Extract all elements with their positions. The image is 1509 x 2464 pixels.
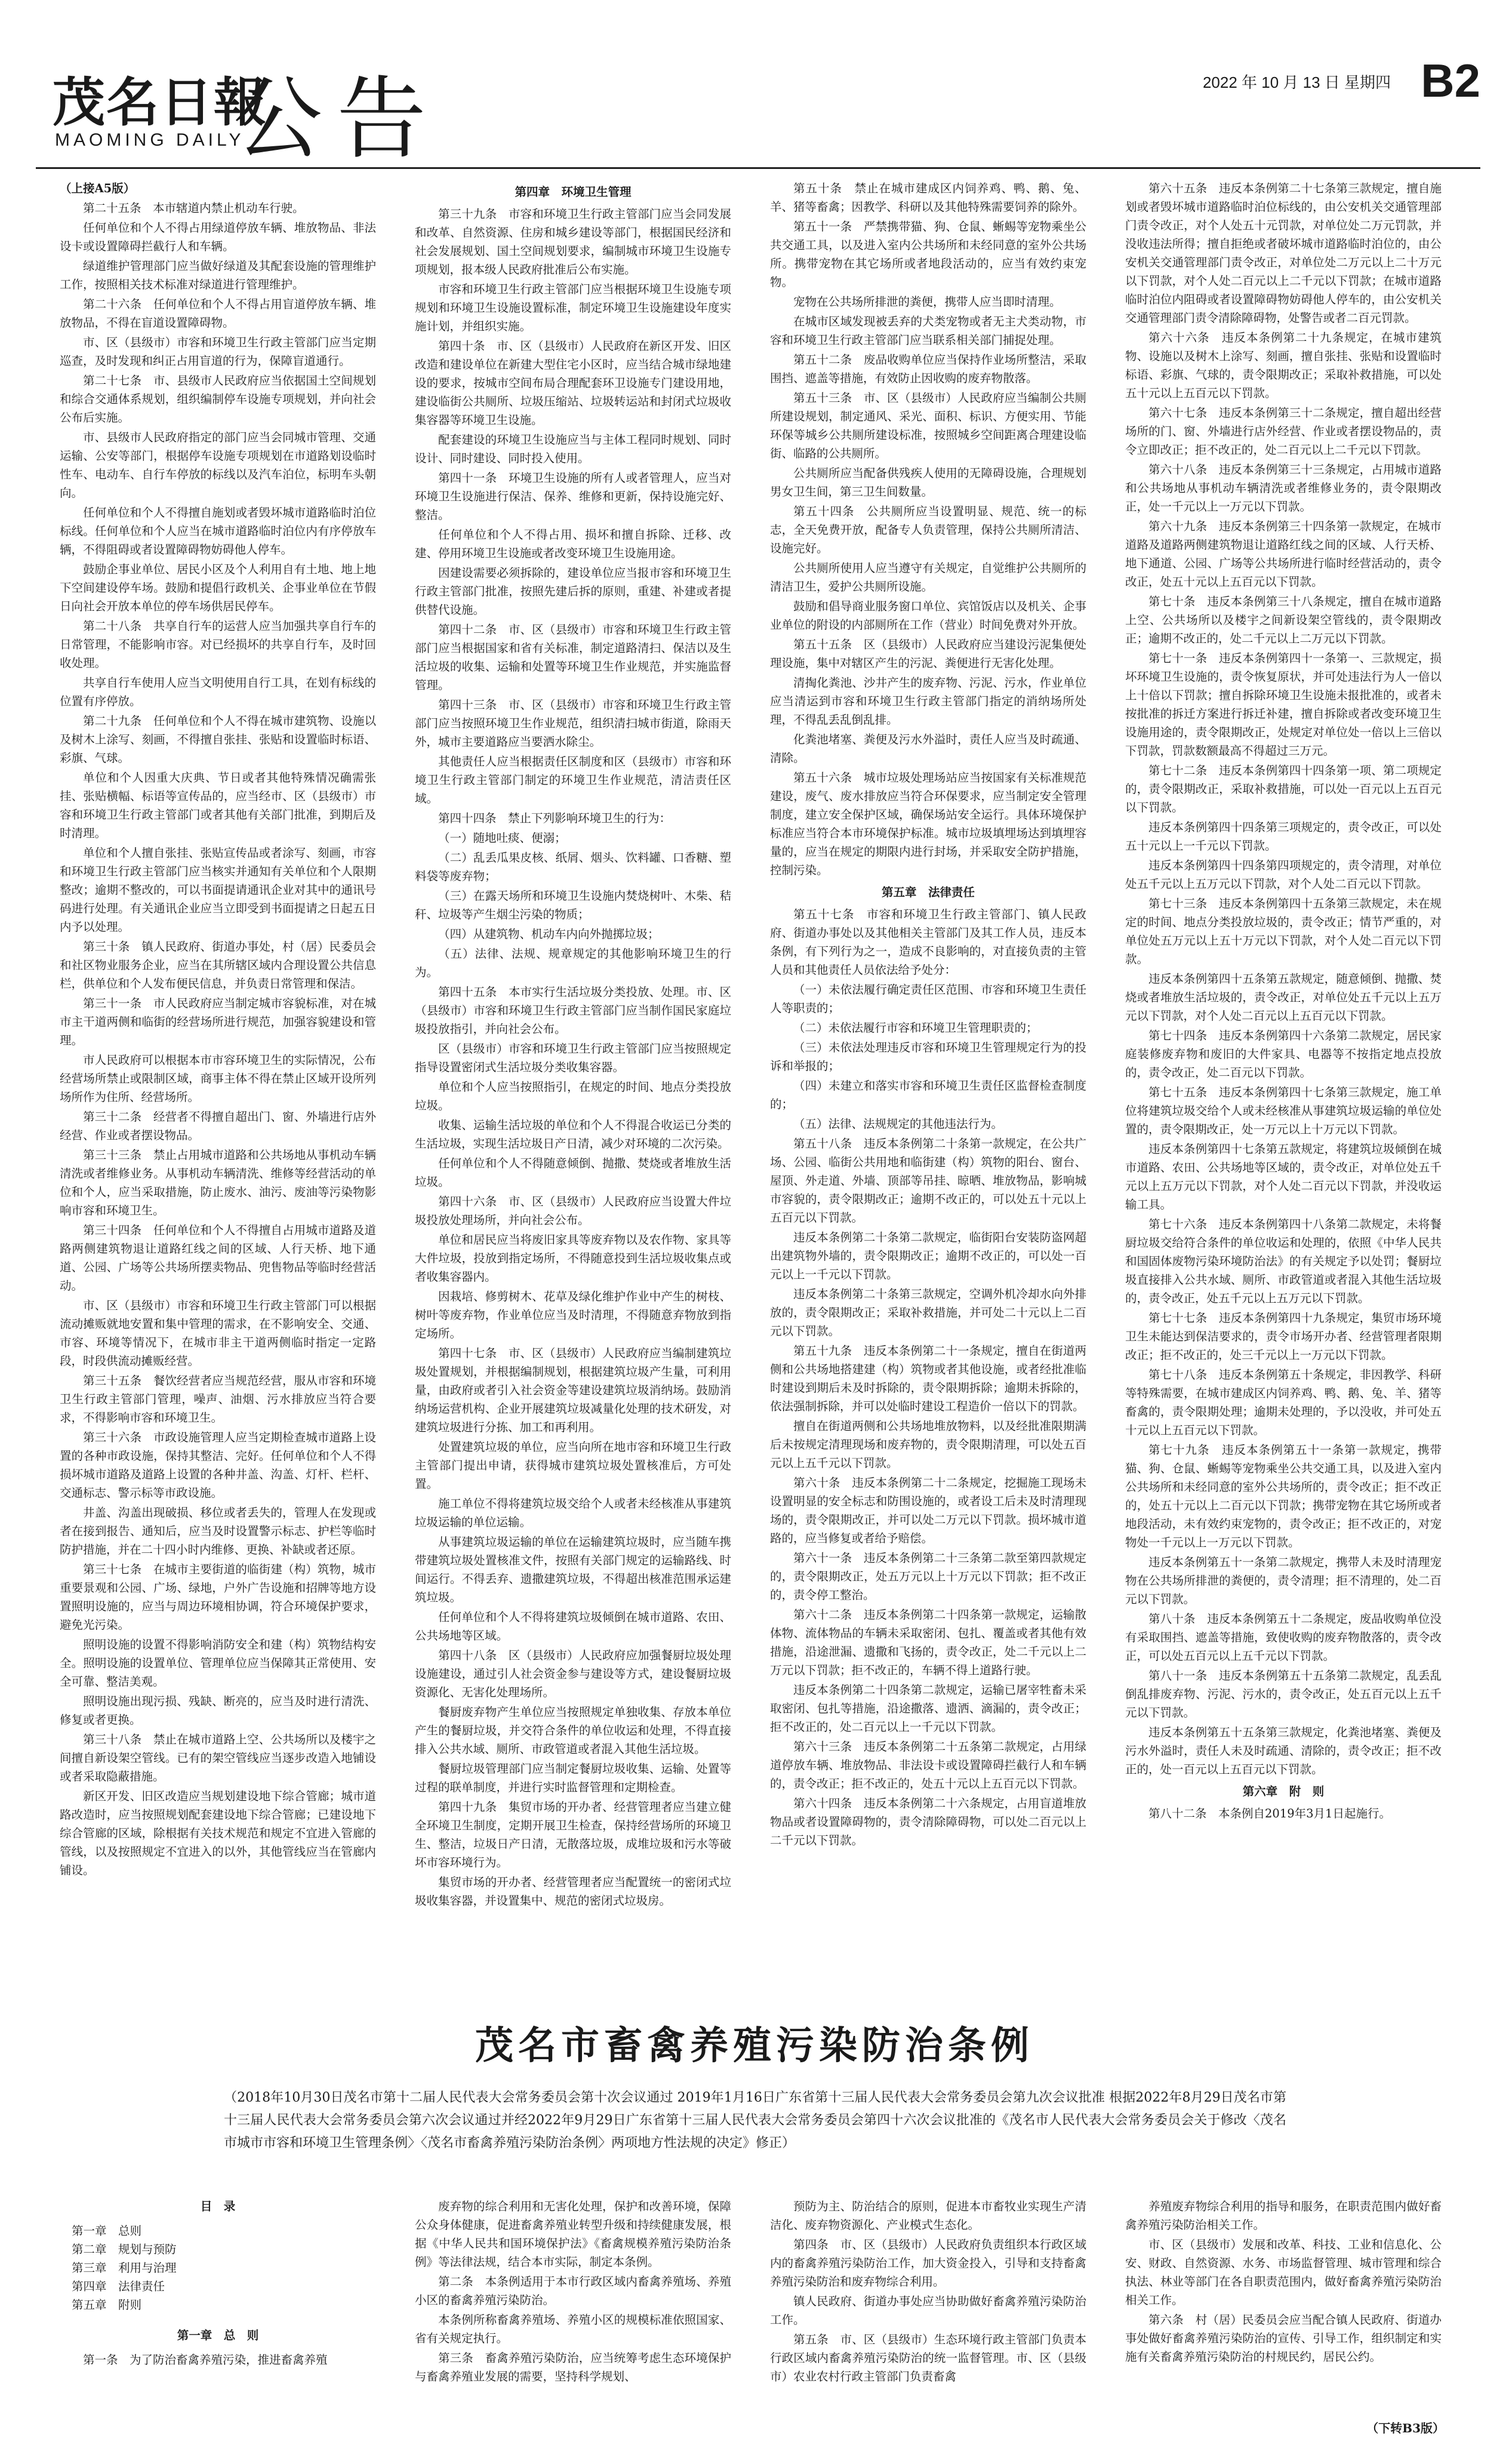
article-paragraph: 第五十四条 公共厕所应当设置明显、规范、统一的标志，全天免费开放，配备专人负责管理，保持公共厕所清洁、设施完好。 bbox=[770, 505, 1086, 555]
article-paragraph: （二）乱丢瓜果皮核、纸屑、烟头、饮料罐、口香糖、塑料袋等废弃物； bbox=[415, 851, 731, 883]
article-paragraph: 照明设施的设置不得影响消防安全和建（构）筑物结构安全。照明设施的设置单位、管理单位应当保障其正常使用、安全可靠、整洁美观。 bbox=[60, 1638, 376, 1688]
article-paragraph: 第五十五条 区（县级市）人民政府应当建设污泥集便处理设施，集中对辖区产生的污泥、粪便进行无害化处理。 bbox=[770, 638, 1086, 670]
article-paragraph: 第四十条 市、区（县级市）人民政府在新区开发、旧区改造和建设单位在新建大型住宅小区时，应当结合城市绿地建设的要求，按城市空间布局合理配套环卫设施专门建设用地，建设临街公共厕所、垃圾压缩站、垃圾转运站和封闭式垃圾收集容器等环境卫生设施。 bbox=[415, 339, 731, 427]
article-paragraph: 收集、运输生活垃圾的单位和个人不得混合收运已分类的生活垃圾，实现生活垃圾日产日清，减少对环境的二次污染。 bbox=[415, 1118, 731, 1151]
toc-item: 第一章 总则 bbox=[72, 2224, 142, 2238]
article-paragraph: 违反本条例第五十一条第二款规定，携带人未及时清理宠物在公共场所排泄的粪便的，责令清理；拒不清理的，处二百元以下罚款。 bbox=[1125, 1555, 1442, 1606]
article-paragraph: 违反本条例第四十四条第四项规定的，责令清理，对单位处五千元以上五万元以下罚款，对个人处二百元以下罚款。 bbox=[1125, 859, 1442, 891]
continued-note: （下转B3版） bbox=[1366, 2421, 1445, 2435]
article-paragraph: 第七十八条 违反本条例第五十条规定，非因教学、科研等特殊需要，在城市建成区内饲养鸡、鸭、鹅、兔、羊、猪等畜禽的，责令限期处理；逾期未处理的，予以没收，并可处五十元以上五百元以下罚款。 bbox=[1125, 1368, 1442, 1437]
article-paragraph: 从事建筑垃圾运输的单位在运输建筑垃圾时，应当随车携带建筑垃圾处置核准文件，按照有关部门规定的运输路线、时间运行。不得丢弃、遗撒建筑垃圾，不得超出核准范围承运建筑垃圾。 bbox=[415, 1535, 731, 1604]
article-paragraph: 第四十七条 市、区（县级市）人民政府应当编制建筑垃圾处置规划，并根据编制规划，根据建筑垃圾产生量，可利用量，由政府或者引入社会资金等建设建筑垃圾消纳场。鼓励消纳场运营机构、企业开展建筑垃圾减量化处理的技术研发，对建筑垃圾进行分拣、加工和再利用。 bbox=[415, 1346, 731, 1434]
article-paragraph: 市、县级市人民政府指定的部门应当会同城市管理、交通运输、公安等部门，根据停车设施专项规划在市道路划设临时性车、电动车、自行车停放的标线以及汽车泊位，标明车头朝向。 bbox=[60, 430, 376, 500]
article-paragraph: 第二十九条 任何单位和个人不得在城市建筑物、设施以及树木上涂写、刻画，不得擅自张挂、张贴和设置临时标语、彩旗、气球。 bbox=[60, 714, 376, 765]
article-paragraph: 公共厕所使用人应当遵守有关规定，自觉维护公共厕所的清洁卫生，爱护公共厕所设施。 bbox=[770, 561, 1086, 593]
article-column-3 bbox=[770, 179, 1086, 2000]
article-paragraph: 因栽培、修剪树木、花草及绿化维护作业中产生的树枝、树叶等废弃物，作业单位应当及时清理，不得随意弃物放到指定场所。 bbox=[415, 1290, 731, 1340]
article-paragraph: 化粪池堵塞、粪便及污水外溢时，责任人应当及时疏通、清除。 bbox=[770, 733, 1086, 765]
article-paragraph: 第七十九条 违反本条例第五十一条第一款规定，携带猫、狗、仓鼠、蜥蜴等宠物乘坐公共交通工具，以及进入室内公共场所和未经同意的室外公共场所的，责令改正；拒不改正的，处五十元以上二百元以下罚款；携带宠物在其它场所或者地段活动，未有效约束宠物的，责令改正；拒不改正的，对宠物处一千元以上一万元以下罚款。 bbox=[1125, 1443, 1442, 1549]
page-number: B2 bbox=[1421, 54, 1480, 107]
article-paragraph: 第六十八条 违反本条例第三十三条规定，占用城市道路和公共场地从事机动车辆清洗或者维修业务的，责令限期改正，处一千元以上一万元以下罚款。 bbox=[1125, 463, 1442, 513]
article-paragraph: 第一条 为了防治畜禽养殖污染，推进畜禽养殖 bbox=[83, 2353, 328, 2367]
law-adoption-note: （2018年10月30日茂名市第十二届人民代表大会常务委员会第十次会议通过 2019年1月16日广东省第十三届人民代表大会常务委员会第九次会议批准 根据2022年8月29日茂名市第十三届人民代表大会常务委员会第六次会议通过并经2022年9月29日广东省第十三届人民代表大会常务委员会第四十六次会议批准的《茂名市人民代表大会常务委员会关于修改〈茂名市城市市容和环境卫生管理条例〉〈茂名市畜禽养殖污染防治条例〉两项地方性法规的决定》修正） bbox=[224, 2090, 1286, 2151]
article-paragraph: 任何单位和个人不得将建筑垃圾倾倒在城市道路、农田、公共场地等区域。 bbox=[415, 1610, 731, 1642]
article-paragraph: （四）未建立和落实市容和环境卫生责任区监督检查制度的； bbox=[770, 1079, 1086, 1111]
article-paragraph: 公共厕所应当配备供残疾人使用的无障碍设施，合理规划男女卫生间，第三卫生间数量。 bbox=[770, 466, 1086, 499]
article-paragraph: 第七十七条 违反本条例第四十九条规定，集贸市场环境卫生未能达到保洁要求的，责令市场开办者、经营管理者限期改正；拒不改正的，处三千元以上一万元以下罚款。 bbox=[1125, 1311, 1442, 1362]
article-paragraph: 第二十六条 任何单位和个人不得占用盲道停放车辆、堆放物品，不得在盲道设置障碍物。 bbox=[60, 297, 376, 330]
article-paragraph: 第四十八条 区（县级市）人民政府应加强餐厨垃圾处理设施建设，通过引人社会资金参与建设等方式，建设餐厨垃圾资源化、无害化处理场所。 bbox=[415, 1648, 731, 1699]
article-paragraph: 第四十九条 集贸市场的开办者、经营管理者应当建立健全环境卫生制度，定期开展卫生检查，保持经营场所的环境卫生、整洁，垃圾日产日清，无散落垃圾，成堆垃圾和污水等破坏市容环境行为。 bbox=[415, 1800, 731, 1869]
article-paragraph: 单位和个人因重大庆典、节日或者其他特殊情况确需张挂、张贴横幅、标语等宣传品的，应当经市、区（县级市）市容和环境卫生行政主管部门或者其他有关部门批准，到期后及时清理。 bbox=[60, 771, 376, 840]
article-paragraph: 第八十条 违反本条例第五十二条规定，废品收购单位没有采取围挡、遮盖等措施，致使收购的废弃物散落的，责令改正，可以处五百元以上五千元以下罚款。 bbox=[1125, 1612, 1442, 1663]
article-columns bbox=[60, 179, 1445, 2000]
article-paragraph: 第三十一条 市人民政府应当制定城市容貌标准，对在城市主干道两侧和临街的经营场所进行规范，加强容貌建设和管理。 bbox=[60, 996, 376, 1047]
article-paragraph: 违反本条例第二十条第二款规定，临街阳台安装防盗网超出建筑物外墙的，责令限期改正；逾期不改正的，可以处一百元以上一千元以下罚款。 bbox=[770, 1231, 1086, 1281]
section-title: 公告 bbox=[233, 67, 441, 171]
article-paragraph: 擅自在街道两侧和公共场地堆放物料，以及经批准限期满后未按规定清理现场和废弃物的，责令限期清理，可以处五百元以上五千元以下罚款。 bbox=[770, 1419, 1086, 1470]
article-paragraph: 施工单位不得将建筑垃圾交给个人或者未经核准从事建筑垃圾运输的单位运输。 bbox=[415, 1497, 731, 1529]
article-paragraph: 第八十二条 本条例自2019年3月1日起施行。 bbox=[1148, 1807, 1391, 1820]
article-paragraph: 第七十六条 违反本条例第四十八条第二款规定，未将餐厨垃圾交给符合条件的单位收运和处理的，依照《中华人民共和国固体废物污染环境防治法》的有关规定予以处罚；餐厨垃圾直接排入公共水域、厕所、市政管道或者混入其他生活垃圾的，责令改正，处五千元以上五万元以下罚款。 bbox=[1125, 1217, 1442, 1305]
article-paragraph: 第三十九条 市容和环境卫生行政主管部门应当会同发展和改革、自然资源、住房和城乡建设等部门，根据国民经济和社会发展规划、国土空间规划要求，编制城市环境卫生设施专项规划，报本级人民政府批准后公布实施。 bbox=[415, 207, 731, 276]
article-paragraph: 单位和个人应当按照指引，在规定的时间、地点分类投放垃圾。 bbox=[415, 1080, 731, 1112]
article-paragraph: 第五十七条 市容和环境卫生行政主管部门、镇人民政府、街道办事处以及其他相关主管部门及其工作人员，违反本条例，有下列行为之一，造成不良影响的，对直接负责的主管人员和其他责任人员依法给予处分： bbox=[770, 908, 1086, 977]
chapter-heading: 第一章 总 则 bbox=[177, 2328, 259, 2342]
article-paragraph: 集贸市场的开办者、经营管理者应当配置统一的密闭式垃圾收集容器，并设置集中、规范的密闭式垃圾房。 bbox=[415, 1875, 731, 1908]
article-paragraph: 第四十六条 市、区（县级市）人民政府应当设置大件垃圾投放处理场所，并向社会公布。 bbox=[415, 1195, 731, 1227]
article-paragraph: 第六十条 违反本条例第二十二条规定，挖掘施工现场未设置明显的安全标志和防围设施的，或者设工后未及时清理现场的，责令限期改正，并可以处二万元以下罚款。损坏城市道路的，应当修复或者给予赔偿。 bbox=[770, 1476, 1086, 1545]
article-paragraph: 配套建设的环境卫生设施应当与主体工程同时规划、同时设计、同时建设、同时投入使用。 bbox=[415, 433, 731, 465]
article-paragraph: 第二十五条 本市辖道内禁止机动车行驶。 bbox=[83, 201, 304, 215]
header-rule bbox=[36, 167, 1480, 169]
article-paragraph: 废弃物的综合利用和无害化处理，保护和改善环境，保障公众身体健康，促进畜禽养殖业转型升级和持续健康发展，根据《中华人民共和国环境保护法》《畜禽规模养殖污染防治条例》等法律法规，结合本市实际，制定本条例。 bbox=[415, 2200, 731, 2269]
article-paragraph: 第三十四条 任何单位和个人不得擅自占用城市道路及道路两侧建筑物退让道路红线之间的区域、人行天桥、地下通道、公园、广场等公共场所摆卖物品、兜售物品等临时经营活动。 bbox=[60, 1223, 376, 1293]
article-paragraph: 第三十七条 在城市主要街道的临街建（构）筑物，城市重要景观和公园、广场、绿地，户外广告设施和招牌等地方设置照明设施的，应当与周边环境相协调，符合环境保护要求，避免光污染。 bbox=[60, 1562, 376, 1632]
article-paragraph: （三）在露天场所和环境卫生设施内焚烧树叶、木柴、秸秆、垃圾等产生烟尘污染的物质； bbox=[415, 889, 731, 921]
article-paragraph: 违反本条例第二十四条第二款规定，运输已屠宰牲畜未采取密闭、包扎等措施，沿途撒落、遗洒、滴漏的，责令改正；拒不改正的，处二百元以上一千元以下罚款。 bbox=[770, 1683, 1086, 1734]
law-column-1-body bbox=[60, 2351, 376, 2369]
article-paragraph: 第六十二条 违反本条例第二十四条第一款规定，运输散体物、流体物品的车辆未采取密闭、包扎、覆盖或者其他有效措施，沿途泄漏、遗撒和飞扬的，责令改正，处二千元以上二万元以下罚款；拒不改正的，车辆不得上道路行驶。 bbox=[770, 1608, 1086, 1677]
issue-date: 2022 年 10 月 13 日 星期四 bbox=[1202, 73, 1391, 91]
article-paragraph: 第六十四条 违反本条例第二十六条规定，占用盲道堆放物品或者设置障碍物的，责令清除障碍物，可以处二百元以上二千元以下罚款。 bbox=[770, 1797, 1086, 1847]
article-paragraph: 第八十一条 违反本条例第五十五条第二款规定，乱丢乱倒乱排废弃物、污泥、污水的，责令改正，处五百元以上五千元以下罚款。 bbox=[1125, 1669, 1442, 1719]
masthead bbox=[36, 42, 1480, 170]
article-paragraph: 镇人民政府、街道办事处应当协助做好畜禽养殖污染防治工作。 bbox=[770, 2294, 1086, 2327]
newspaper-logo-en: MAOMING DAILY bbox=[55, 130, 245, 150]
article-paragraph: 鼓励和倡导商业服务窗口单位、宾馆饭店以及机关、企事业单位的附设的内部厕所在工作（营业）时间免费对外开放。 bbox=[770, 599, 1086, 632]
article-paragraph: 第七十五条 违反本条例第四十七条第三款规定，施工单位将建筑垃圾交给个人或未经核准从事建筑垃圾运输的单位处置的，责令限期改正，处一万元以上十万元以下罚款。 bbox=[1125, 1085, 1442, 1136]
article-paragraph: 第四十五条 本市实行生活垃圾分类投放、处理。市、区（县级市）市容和环境卫生行政主管部门应当制作国民家庭垃圾投放指引，并向社会公布。 bbox=[415, 985, 731, 1036]
article-column-4 bbox=[1125, 179, 1442, 2000]
article-paragraph: 共享自行车使用人应当文明使用自行工具，在划有标线的位置有序停放。 bbox=[60, 676, 376, 708]
article-paragraph: 市、区（县级市）市容和环境卫生行政主管部门应当定期巡查，及时发现和纠正占用盲道的行为，保障盲道通行。 bbox=[60, 336, 376, 368]
article-paragraph: 预防为主、防治结合的原则，促进本市畜牧业实现生产清洁化、废弃物资源化、产业模式生态化。 bbox=[770, 2200, 1086, 2232]
article-paragraph: 第四十四条 禁止下列影响环境卫生的行为： bbox=[438, 811, 672, 825]
article-paragraph: 第五条 市、区（县级市）生态环境行政主管部门负责本行政区域内畜禽养殖污染防治的统一监督管理。市、区（县级市）农业农村行政主管部门负责畜禽 bbox=[770, 2333, 1086, 2383]
article-paragraph: 第五十六条 城市垃圾处理场站应当按国家有关标准规范建设，废气、废水排放应当符合环保要求，应当制定安全管理制度，建立安全保护区域，确保场站安全运行。具体环境保护标准应当符合本市环境保护标准。城市垃圾填埋场达到填埋容量的，应当在规定的期限内进行封场，并采取安全防护措施，控制污染。 bbox=[770, 771, 1086, 877]
article-paragraph: 第三十三条 禁止占用城市道路和公共场地从事机动车辆清洗或者维修业务。从事机动车辆清洗、维修等经营活动的单位和个人，应当采取措施，防止废水、油污、废油等污染物影响市容和环境卫生。 bbox=[60, 1148, 376, 1217]
law-column-3 bbox=[770, 2197, 1086, 2436]
article-paragraph: 第三十二条 经营者不得擅自超出门、窗、外墙进行店外经营、作业或者摆设物品。 bbox=[60, 1110, 376, 1142]
newspaper-logo: 茂名日報 bbox=[53, 71, 268, 133]
article-paragraph: 第六十一条 违反本条例第二十三条第二款至第四款规定的，责令限期改正，处五万元以上十万元以下罚款；拒不改正的，责令停工整治。 bbox=[770, 1551, 1086, 1602]
law-column-2 bbox=[415, 2197, 731, 2436]
article-paragraph: 照明设施出现污损、残缺、断亮的，应当及时进行清洗、修复或者更换。 bbox=[60, 1694, 376, 1727]
article-paragraph: （五）法律、法规规定的其他违法行为。 bbox=[793, 1117, 1003, 1131]
article-paragraph: 第五十条 禁止在城市建成区内饲养鸡、鸭、鹅、兔、羊、猪等畜禽；因教学、科研以及其他特殊需要饲养的除外。 bbox=[770, 182, 1086, 214]
law-title: 茂名市畜禽养殖污染防治条例 bbox=[475, 2023, 1034, 2068]
article-paragraph: 餐厨垃圾管理部门应当制定餐厨垃圾收集、运输、处置等过程的联单制度，并进行实时监督管理和定期检查。 bbox=[415, 1762, 731, 1794]
article-paragraph: （五）法律、法规、规章规定的其他影响环境卫生的行为。 bbox=[415, 947, 731, 979]
article-paragraph: 第六条 村（居）民委员会应当配合镇人民政府、街道办事处做好畜禽养殖污染防治的宣传、引导工作，组织制定和实施有关畜禽养殖污染防治的村规民约，居民公约。 bbox=[1125, 2313, 1442, 2364]
chapter-heading: 第六章 附 则 bbox=[1242, 1785, 1325, 1798]
article-paragraph: 任何单位和个人不得占用、损坏和擅自拆除、迁移、改建、停用环境卫生设施或者改变环境卫生设施用途。 bbox=[415, 528, 731, 560]
article-paragraph: 其他责任人应当根据责任区制度和区（县级市）市容和环境卫生行政主管部门制定的环境卫生作业规范，清洁责任区域。 bbox=[415, 755, 731, 805]
article-paragraph: 第四十一条 环境卫生设施的所有人或者管理人，应当对环境卫生设施进行保洁、保养、维修和更新，保持设施完好、整洁。 bbox=[415, 471, 731, 522]
article-paragraph: 第五十一条 严禁携带猫、狗、仓鼠、蜥蜴等宠物乘坐公共交通工具，以及进入室内公共场所和未经同意的室外公共场所。携带宠物在其它场所或者地段活动的，应当有效约束宠物。 bbox=[770, 220, 1086, 289]
article-paragraph: 违反本条例第二十条第三款规定，空调外机冷却水向外排放的，责令限期改正；采取补救措施，并可处二十元以上二百元以下罚款。 bbox=[770, 1287, 1086, 1338]
article-paragraph: 第七十二条 违反本条例第四十四条第一项、第二项规定的，责令限期改正，采取补救措施，可以处一百元以上五百元以下罚款。 bbox=[1125, 764, 1442, 814]
article-paragraph: （三）未依法处理违反市容和环境卫生管理规定行为的投诉和举报的； bbox=[770, 1041, 1086, 1073]
continuation-note: （上接A5版） bbox=[60, 182, 135, 195]
toc-item: 第二章 规划与预防 bbox=[72, 2242, 177, 2256]
article-paragraph: 任何单位和个人不得擅自施划或者毁坏城市道路临时泊位标线。任何单位和个人应当在城市道路临时泊位内有序停放车辆，不得阻碍或者设置障碍物妨碍他人停车。 bbox=[60, 506, 376, 556]
toc-item: 第三章 利用与治理 bbox=[72, 2261, 177, 2275]
article-paragraph: 第二十八条 共享自行车的运营人应当加强共享自行车的日常管理，不能影响市容。对已经损坏的共享自行车，及时回收处理。 bbox=[60, 619, 376, 670]
toc-item: 第四章 法律责任 bbox=[72, 2280, 165, 2293]
article-paragraph: 第五十二条 废品收购单位应当保持作业场所整洁，采取围挡、遮盖等措施，有效防止因收购的废弃物散落。 bbox=[770, 353, 1086, 385]
article-column-2 bbox=[415, 179, 731, 2000]
article-paragraph: 第五十九条 违反本条例第二十一条规定，擅自在街道两侧和公共场地搭建建（构）筑物或者其他设施，或者经批准临时建设到期后未及时拆除的，责令限期拆除；逾期未拆除的，依法强制拆除，并可以处临时建设工程造价一倍以下的罚款。 bbox=[770, 1344, 1086, 1413]
article-paragraph: 养殖废弃物综合利用的指导和服务，在职责范围内做好畜禽养殖污染防治相关工作。 bbox=[1125, 2200, 1442, 2232]
article-paragraph: 在城市区域发现被丢弃的犬类宠物或者无主犬类动物，市容和环境卫生行政主管部门应当联系相关部门捕捉处理。 bbox=[770, 315, 1086, 347]
article-paragraph: 单位和个人擅自张挂、张贴宣传品或者涂写、刻画，市容和环境卫生行政主管部门应当核实并通知有关单位和个人限期整改；逾期不整改的，可以书面提请通讯企业对其中的通讯号码进行处理。有关通讯企业应当立即受到书面提请之日起五日内予以处理。 bbox=[60, 846, 376, 934]
article-paragraph: 区（县级市）市容和环境卫生行政主管部门应当按照规定指导设置密闭式生活垃圾分类收集容器。 bbox=[415, 1042, 731, 1074]
article-paragraph: 违反本条例第四十五条第五款规定，随意倾倒、抛撒、焚烧或者堆放生活垃圾的，责令改正，对单位处五千元以上五万元以下罚款，对个人处二百元以上五百元以下罚款。 bbox=[1125, 972, 1442, 1023]
article-paragraph: 第三十五条 餐饮经营者应当规范经营，服从市容和环境卫生行政主管部门管理，噪声、油烟、污水排放应当符合要求，不得影响市容和环境卫生。 bbox=[60, 1374, 376, 1425]
toc-item: 第五章 附则 bbox=[72, 2298, 142, 2312]
article-paragraph: （二）未依法履行市容和环境卫生管理职责的； bbox=[793, 1021, 1038, 1035]
table-of-contents bbox=[60, 2222, 376, 2314]
article-paragraph: 第五十三条 市、区（县级市）人民政府应当编制公共厕所建设规划，制定通风、采光、面积、标识、方便实用、节能环保等城乡公共厕所建设标准，按照城乡空间距离合理建设临街、临路的公共厕所。 bbox=[770, 391, 1086, 460]
article-paragraph: （一）随地吐痰、便溺； bbox=[438, 831, 566, 845]
article-paragraph: 第七十一条 违反本条例第四十一条第一、三款规定，损坏环境卫生设施的，责令恢复原状，并可处违法行为人一倍以上十倍以下罚款；擅自拆除环境卫生设施未报批准的，或者未按批准的拆迁方案进行拆迁补建，擅自拆除或者改变环境卫生设施用途的，责令限期改正，处规定对单位处一倍以上三倍以下罚款，罚款数额最高不得超过三万元。 bbox=[1125, 651, 1442, 758]
article-paragraph: 第三十条 镇人民政府、街道办事处，村（居）民委员会和社区物业服务企业，应当在其所辖区域内合理设置公共信息栏，供单位和个人发布便民信息，并负责日常管理和保洁。 bbox=[60, 940, 376, 990]
article-paragraph: 处置建筑垃圾的单位，应当向所在地市容和环境卫生行政主管部门提出申请，获得城市建筑垃圾处置核准后，方可处置。 bbox=[415, 1440, 731, 1491]
article-paragraph: 单位和居民应当将废旧家具等废弃物以及农作物、家具等大件垃圾，投放到指定场所，不得随意投到生活垃圾收集点或者收集容器内。 bbox=[415, 1233, 731, 1284]
article-paragraph: 违反本条例第五十五条第三款规定，化粪池堵塞、粪便及污水外溢时，责任人未及时疏通、清除的，责令改正；拒不改正的，处一百元以上五百元以下罚款。 bbox=[1125, 1725, 1442, 1776]
law-column-1 bbox=[60, 2197, 376, 2436]
article-paragraph: 鼓励企事业单位、居民小区及个人利用自有土地、地上地下空间建设停车场。鼓励和提倡行政机关、企事业单位在节假日向社会开放本单位的停车场供居民停车。 bbox=[60, 562, 376, 613]
article-paragraph: 第三十六条 市政设施管理人应当定期检查城市道路上设置的各种市政设施，保持其整洁、完好。任何单位和个人不得损坏城市道路及道路上设置的各种井盖、沟盖、灯杆、栏杆、交通标志、警示标等市政设施。 bbox=[60, 1431, 376, 1500]
article-paragraph: 任何单位和个人不得随意倾倒、抛撒、焚烧或者堆放生活垃圾。 bbox=[415, 1156, 731, 1189]
article-paragraph: 第二条 本条例适用于本市行政区域内畜禽养殖场、养殖小区的畜禽养殖污染防治。 bbox=[415, 2275, 731, 2307]
law-column-4 bbox=[1125, 2197, 1442, 2436]
article-column-1 bbox=[60, 179, 376, 2000]
article-paragraph: 第三条 畜禽养殖污染防治，应当统筹考虑生态环境保护与畜禽养殖业发展的需要，坚持科学规划、 bbox=[415, 2351, 731, 2383]
article-paragraph: 第六十六条 违反本条例第二十九条规定，在城市建筑物、设施以及树木上涂写、刻画，擅自张挂、张贴和设置临时标语、彩旗、气球的，责令限期改正；采取补救措施，可以处五十元以上五百元以下罚款。 bbox=[1125, 331, 1442, 400]
article-paragraph: 因建设需要必须拆除的，建设单位应当报市容和环境卫生行政主管部门批准，按照先建后拆的原则，重建、补建或者提供替代设施。 bbox=[415, 566, 731, 617]
article-paragraph: 第七十三条 违反本条例第四十五条第三款规定，未在规定的时间、地点分类投放垃圾的，责令改正；情节严重的，对单位处五万元以上五十万元以下罚款，对个人处二百元以下罚款。 bbox=[1125, 897, 1442, 966]
article-paragraph: 绿道维护管理部门应当做好绿道及其配套设施的管理维护工作，按照相关技术标准对绿道进行管理维护。 bbox=[60, 259, 376, 291]
toc-title: 目 录 bbox=[200, 2200, 236, 2213]
article-paragraph: 第六十五条 违反本条例第二十七条第三款规定，擅自施划或者毁坏城市道路临时泊位标线的，由公安机关交通管理部门责令改正，对个人处五十元罚款，对单位处二万元罚款，并没收违法所得；擅自拒绝或者破坏城市道路临时泊位的，由公安机关交通管理部门责令改正，对单位处二万元以上二十万元以下罚款，对个人处二百元以上二千元以下罚款；在城市道路临时泊位内阻碍或者设置障碍物妨碍他人停车的，由公安机关交通管理部门责令清除障碍物，处警告或者二百元罚款。 bbox=[1125, 182, 1442, 325]
article-paragraph: （一）未依法履行确定责任区范围、市容和环境卫生责任人等职责的； bbox=[770, 983, 1086, 1015]
article-paragraph: 市容和环境卫生行政主管部门应当根据环境卫生设施专项规划和环境卫生设施设置标准，制定环境卫生设施建设年度实施计划，并组织实施。 bbox=[415, 282, 731, 333]
article-paragraph: 市、区（县级市）市容和环境卫生行政主管部门可以根据流动摊贩就地安置和集中管理的需求，在不影响安全、交通、市容、环境等情况下，在城市非主干道两侧临时指定一定路段，时段供流动摊贩经营。 bbox=[60, 1299, 376, 1368]
article-paragraph: 第六十三条 违反本条例第二十五条第二款规定，占用绿道停放车辆、堆放物品、非法设卡或设置障碍拦截行人和车辆的，责令改正；拒不改正的，处五十元以上五百元以下罚款。 bbox=[770, 1740, 1086, 1791]
article-paragraph: 第二十七条 市、县级市人民政府应当依据国土空间规划和综合交通体系规划，组织编制停车设施专项规划，并向社会公布后实施。 bbox=[60, 374, 376, 424]
article-paragraph: 宠物在公共场所排泄的粪便，携带人应当即时清理。 bbox=[793, 295, 1061, 309]
law-columns bbox=[60, 2197, 1445, 2436]
article-paragraph: 新区开发、旧区改造应当规划建设地下综合管廊；城市道路改造时，应当按照规划配套建设地下综合管廊；已建设地下综合管廊的区域，除根据有关技术规范和规定不宜进入管廊的管线，以及按照规定不宜进入的以外，其他管线应当在管廊内铺设。 bbox=[60, 1789, 376, 1877]
article-paragraph: 清掏化粪池、沙井产生的废弃物、污泥、污水，作业单位应当清运到市容和环境卫生行政主管部门指定的消纳场所处理，不得乱丢乱倒乱排。 bbox=[770, 676, 1086, 727]
article-paragraph: 市、区（县级市）发展和改革、科技、工业和信息化、公安、财政、自然资源、水务、市场监督管理、城市管理和综合执法、林业等部门在各自职责范围内，做好畜禽养殖污染防治相关工作。 bbox=[1125, 2238, 1442, 2307]
article-paragraph: 第四条 市、区（县级市）人民政府负责组织本行政区域内的畜禽养殖污染防治工作，加大资金投入，引导和支持畜禽养殖污染防治和废弃物综合利用。 bbox=[770, 2238, 1086, 2288]
chapter-heading: 第五章 法律责任 bbox=[881, 885, 975, 899]
article-paragraph: 第六十七条 违反本条例第三十二条规定，擅自超出经营场所的门、窗、外墙进行店外经营、作业或者摆设物品的，责令立即改正；拒不改正的，处二百元以上二千元以下罚款。 bbox=[1125, 406, 1442, 457]
article-paragraph: 第五十八条 违反本条例第二十条第一款规定，在公共广场、公园、临街公共用地和临街建（构）筑物的阳台、窗台、屋顶、外走道、外墙、顶部等吊挂、晾晒、堆放物品，影响城市容貌的，责令限期改正；逾期不改正的，可以处五十元以上五百元以下罚款。 bbox=[770, 1137, 1086, 1225]
article-paragraph: （四）从建筑物、机动车内向外抛掷垃圾； bbox=[438, 927, 660, 941]
article-paragraph: 餐厨废弃物产生单位应当按照规定单独收集、存放本单位产生的餐厨垃圾，并交符合条件的单位收运和处理，不得直接排入公共水域、厕所、市政管道或者混入其他生活垃圾。 bbox=[415, 1705, 731, 1756]
article-paragraph: 任何单位和个人不得占用绿道停放车辆、堆放物品、非法设卡或设置障碍拦截行人和车辆。 bbox=[60, 221, 376, 253]
article-paragraph: 第七十条 违反本条例第三十八条规定，擅自在城市道路上空、公共场所以及楼宇之间新设架空管线的，责令限期改正；逾期不改正的，处二千元以上二万元以下罚款。 bbox=[1125, 595, 1442, 645]
article-paragraph: 井盖、沟盖出现破损、移位或者丢失的，管理人在发现或者在接到报告、通知后，应当及时设置警示标志、护栏等临时防护措施，并在二十四小时内维修、更换、补缺或者还原。 bbox=[60, 1506, 376, 1556]
chapter-heading: 第四章 环境卫生管理 bbox=[515, 185, 632, 199]
article-paragraph: 第六十九条 违反本条例第三十四条第一款规定，在城市道路及道路两侧建筑物退让道路红线之间的区域、人行天桥、地下通道、公园、广场等公共场所进行临时经营活动的，责令改正，处五十元以上五百元以下罚款。 bbox=[1125, 519, 1442, 589]
article-paragraph: 违反本条例第四十七条第五款规定，将建筑垃圾倾倒在城市道路、农田、公共场地等区域的，责令改正，对单位处五千元以上五万元以下罚款，对个人处二百元以下罚款，并没收运输工具。 bbox=[1125, 1142, 1442, 1211]
article-paragraph: 第四十二条 市、区（县级市）市容和环境卫生行政主管部门应当根据国家和省有关标准，制定道路清扫、保洁以及生活垃圾的收集、运输和处置等环境卫生作业规范，并实施监督管理。 bbox=[415, 623, 731, 692]
article-paragraph: 违反本条例第四十四条第三项规定的，责令改正，可以处五十元以上一千元以下罚款。 bbox=[1125, 820, 1442, 853]
article-paragraph: 市人民政府可以根据本市市容环境卫生的实际情况，公布经营场所禁止或限制区域，商事主体不得在禁止区域开设所列场所作为住所、经营场所。 bbox=[60, 1053, 376, 1104]
article-paragraph: 第四十三条 市、区（县级市）市容和环境卫生行政主管部门应当按照环境卫生作业规范，组织清扫城市街道，除雨天外，城市主要道路应当要洒水除尘。 bbox=[415, 698, 731, 749]
article-paragraph: 本条例所称畜禽养殖场、养殖小区的规模标准依照国家、省有关规定执行。 bbox=[415, 2313, 731, 2345]
article-paragraph: 第三十八条 禁止在城市道路上空、公共场所以及楼宇之间擅自新设架空管线。已有的架空管线应当逐步改造入地铺设或者采取隐蔽措施。 bbox=[60, 1733, 376, 1783]
article-paragraph: 第七十四条 违反本条例第四十六条第二款规定，居民家庭装修废弃物和废旧的大件家具、电器等不按指定地点投放的，责令改正，处二百元以下罚款。 bbox=[1125, 1029, 1442, 1079]
